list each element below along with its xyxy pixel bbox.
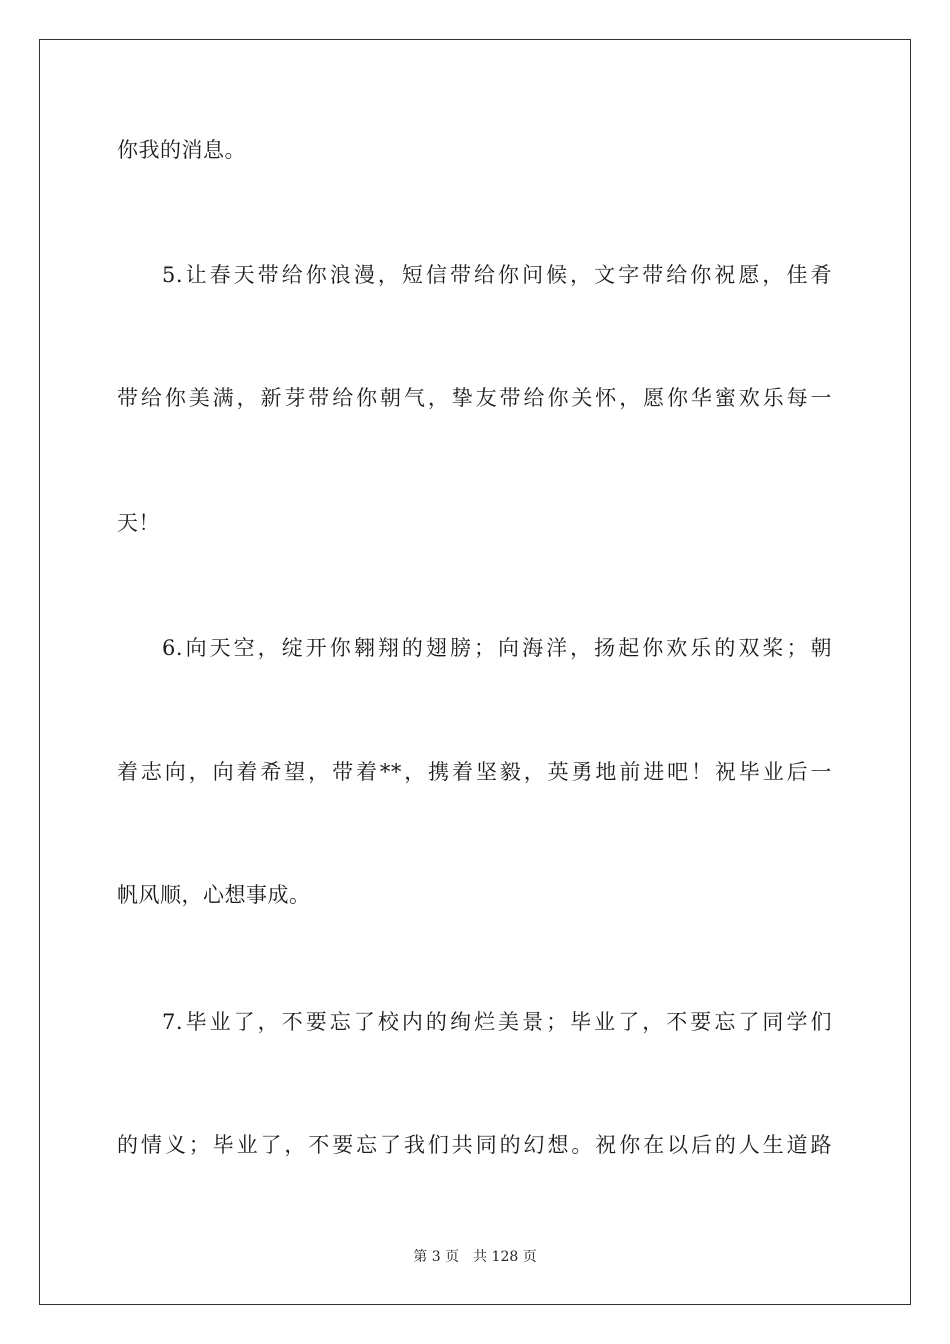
page-footer	[0, 1248, 950, 1266]
page-border	[39, 39, 911, 1305]
text-line-5: 6.向天空，绽开你翱翔的翅膀；向海洋，扬起你欢乐的双桨；朝	[162, 636, 832, 660]
text-line-2: 5.让春天带给你浪漫，短信带给你问候，文字带给你祝愿，佳肴	[162, 263, 832, 287]
total-pages: 共 128 页	[473, 1249, 537, 1265]
text-line-9: 的情义；毕业了，不要忘了我们共同的幻想。祝你在以后的人生道路	[117, 1133, 832, 1157]
text-line-8: 7.毕业了，不要忘了校内的绚烂美景；毕业了，不要忘了同学们	[162, 1010, 832, 1034]
text-line-6: 着志向，向着希望，带着**，携着坚毅，英勇地前进吧！祝毕业后一	[117, 760, 832, 784]
page-number: 第 3 页	[413, 1249, 460, 1265]
text-line-1: 你我的消息。	[117, 138, 246, 162]
text-line-3: 带给你美满，新芽带给你朝气，挚友带给你关怀，愿你华蜜欢乐每一	[117, 386, 832, 410]
text-line-4: 天！	[117, 511, 160, 535]
text-line-7: 帆风顺，心想事成。	[117, 883, 311, 907]
